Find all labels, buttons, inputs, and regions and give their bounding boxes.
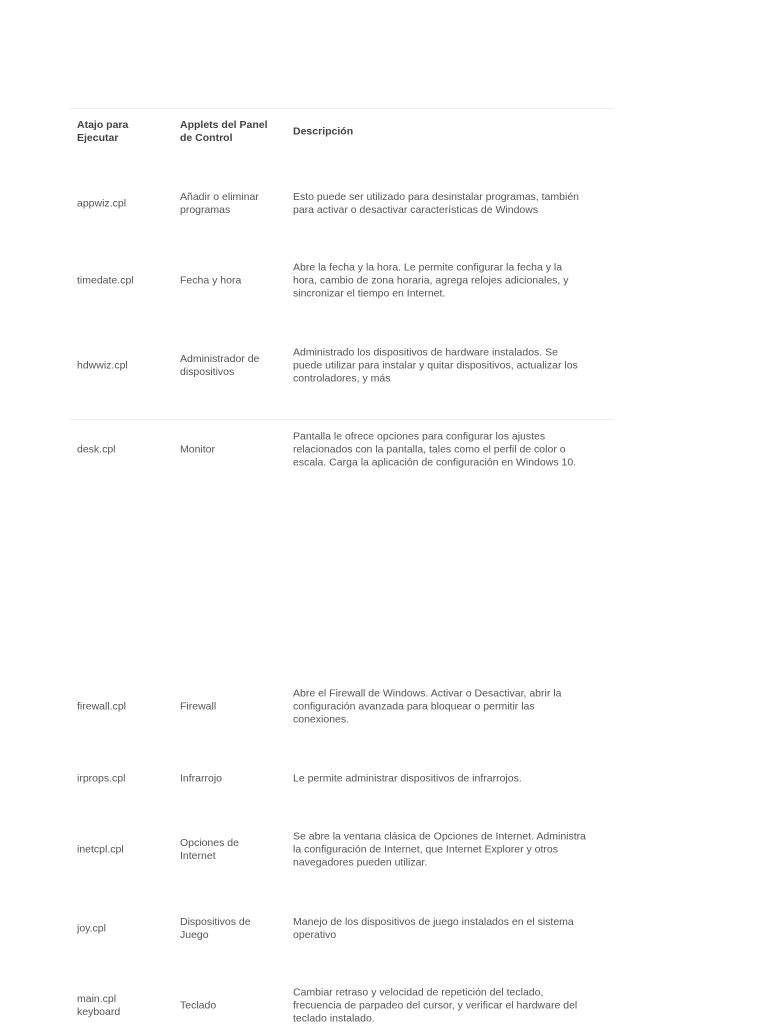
row-applet: Opciones de Internet — [180, 837, 239, 862]
row-applet: Firewall — [180, 700, 217, 713]
row-applet: Administrador de dispositivos — [180, 353, 260, 378]
row-applet: Teclado — [180, 999, 217, 1012]
row-description: Le permite administrar dispositivos de infrarrojos. — [293, 772, 522, 785]
row-shortcut: appwiz.cpl — [77, 197, 127, 210]
header-description: Descripción — [293, 125, 354, 138]
row-applet: Infrarrojo — [180, 772, 223, 785]
table-top-divider — [69, 108, 614, 109]
row-applet: Dispositivos de Juego — [180, 916, 251, 941]
row-shortcut: firewall.cpl — [77, 700, 127, 713]
row-applet: Añadir o eliminar programas — [180, 191, 259, 216]
row-description: Manejo de los dispositivos de juego instalados en el sistema operativo — [293, 916, 574, 941]
row-shortcut: inetcpl.cpl — [77, 843, 124, 856]
table-row-divider — [69, 419, 614, 420]
row-description: Pantalla le ofrece opciones para configurar los ajustes relacionados con la pantalla, tales como el perfil de color o escala. Carga la aplicación de configuración en Windows 10. — [293, 430, 577, 469]
row-shortcut: irprops.cpl — [77, 772, 126, 785]
row-applet: Monitor — [180, 443, 216, 456]
header-applet: Applets del Panel de Control — [180, 119, 268, 144]
row-shortcut: hdwwiz.cpl — [77, 359, 128, 372]
row-description: Esto puede ser utilizado para desinstalar programas, también para activar o desactivar características de Windows — [293, 191, 579, 216]
header-shortcut: Atajo para Ejecutar — [77, 119, 129, 144]
row-description: Cambiar retraso y velocidad de repetición del teclado, frecuencia de parpadeo del cursor, y verificar el hardware del teclado instalado. — [293, 986, 578, 1025]
row-shortcut: joy.cpl — [77, 922, 106, 935]
row-shortcut: timedate.cpl — [77, 274, 134, 287]
row-description: Abre el Firewall de Windows. Activar o Desactivar, abrir la configuración avanzada para bloquear o permitir las conexiones. — [293, 687, 562, 726]
row-shortcut: desk.cpl — [77, 443, 116, 456]
row-shortcut: main.cpl keyboard — [77, 993, 121, 1018]
row-description: Se abre la ventana clásica de Opciones de Internet. Administra la configuración de Internet, que Internet Explorer y otros navegadores pueden utilizar. — [293, 830, 587, 869]
row-applet: Fecha y hora — [180, 274, 242, 287]
row-description: Administrado los dispositivos de hardware instalados. Se puede utilizar para instalar y quitar dispositivos, actualizar los controladores, y más — [293, 346, 578, 385]
row-description: Abre la fecha y la hora. Le permite configurar la fecha y la hora, cambio de zona horaria, agrega relojes adicionales, y sincronizar el tiempo en Internet. — [293, 261, 569, 300]
